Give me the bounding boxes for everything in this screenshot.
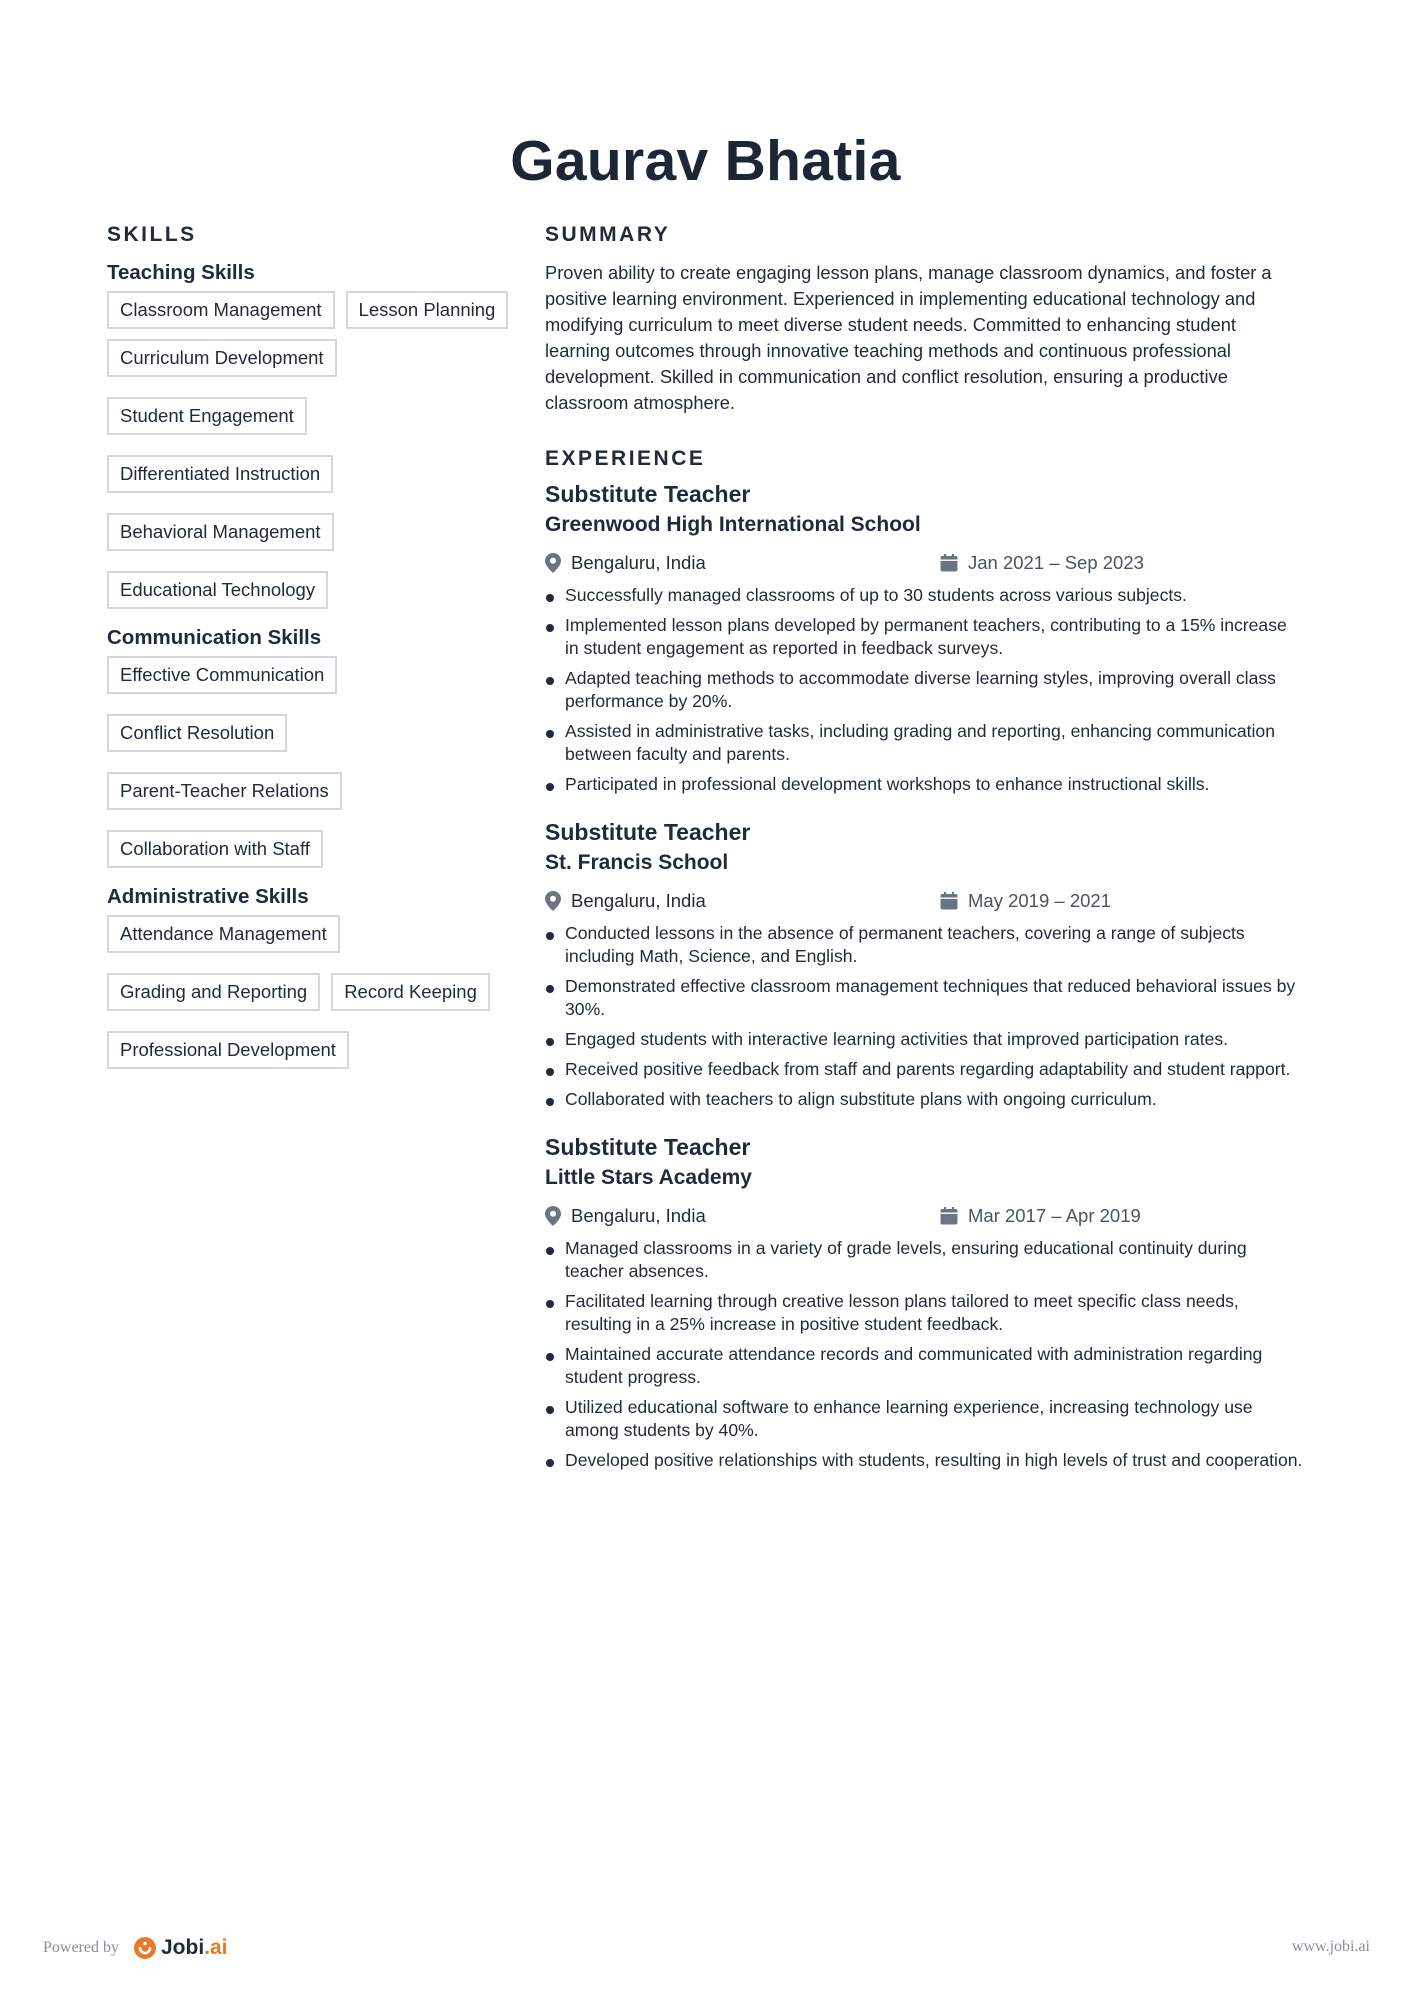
skill-tag: Parent-Teacher Relations (107, 772, 342, 810)
job-dates-text: Mar 2017 – Apr 2019 (968, 1205, 1141, 1226)
job-title: Substitute Teacher (545, 481, 751, 507)
skill-tag: Attendance Management (107, 915, 340, 953)
calendar-icon (940, 1207, 958, 1225)
experience-bullet: Maintained accurate attendance records and communicated with administration regarding student progress. (545, 1343, 1305, 1389)
website-link[interactable]: www.jobi.ai (1291, 1938, 1370, 1955)
job-meta (545, 1203, 1305, 1229)
job-bullets (545, 1237, 1305, 1472)
job-meta (545, 888, 1305, 914)
job-dates (940, 550, 1144, 576)
experience-bullet: Implemented lesson plans developed by permanent teachers, contributing to a 15% increase in student engagement as reported in feedback surveys. (545, 614, 1305, 660)
job-bullets (545, 922, 1305, 1111)
summary-heading: SUMMARY (545, 223, 671, 246)
skill-tag: Collaboration with Staff (107, 830, 323, 868)
skill-group-title: Teaching Skills (107, 261, 255, 284)
experience-bullet: Managed classrooms in a variety of grade levels, ensuring educational continuity during teacher absences. (545, 1237, 1305, 1283)
experience-bullet: Demonstrated effective classroom management techniques that reduced behavioral issues by 30%. (545, 975, 1305, 1021)
job-dates (940, 1203, 1141, 1229)
candidate-name: Gaurav Bhatia (510, 129, 901, 193)
skill-tag: Differentiated Instruction (107, 455, 333, 493)
job-location (545, 1203, 706, 1229)
experience-bullet: Developed positive relationships with students, resulting in high levels of trust and cooperation. (545, 1449, 1305, 1472)
skill-tag: Grading and Reporting (107, 973, 320, 1011)
skill-tag: Conflict Resolution (107, 714, 287, 752)
skill-tag: Student Engagement (107, 397, 307, 435)
experience-bullet: Facilitated learning through creative lesson plans tailored to meet specific class needs, resulting in a 25% increase in positive student feedback. (545, 1290, 1305, 1336)
experience-bullet: Successfully managed classrooms of up to 30 students across various subjects. (545, 584, 1305, 607)
skill-tag: Classroom Management (107, 291, 335, 329)
experience-bullet: Collaborated with teachers to align substitute plans with ongoing curriculum. (545, 1088, 1305, 1111)
experience-entry (545, 478, 1305, 796)
skill-group (107, 884, 527, 1069)
experience-bullet: Adapted teaching methods to accommodate diverse learning styles, improving overall class performance by 20%. (545, 667, 1305, 713)
powered-by-label: Powered by (43, 1939, 119, 1956)
skill-tag: Record Keeping (331, 973, 490, 1011)
location-pin-icon (545, 553, 561, 573)
experience-bullet: Engaged students with interactive learning activities that improved participation rates. (545, 1028, 1305, 1051)
experience-heading: EXPERIENCE (545, 447, 706, 470)
summary-text: Proven ability to create engaging lesson plans, manage classroom dynamics, and foster a positive learning environment. Experienced in implementing educational technology and modifying curriculum to meet diverse student needs. Committed to enhancing student learning outcomes through innovative teaching methods and continuous professional development. Skilled in communication and conflict resolution, ensuring a productive classroom atmosphere. (545, 262, 1272, 413)
powered-by (43, 1936, 228, 1960)
skill-tag: Behavioral Management (107, 513, 334, 551)
calendar-icon (940, 892, 958, 910)
job-title: Substitute Teacher (545, 819, 751, 845)
location-pin-icon (545, 1206, 561, 1226)
skills-heading: SKILLS (107, 223, 197, 246)
experience-bullet: Assisted in administrative tasks, including grading and reporting, enhancing communication between faculty and parents. (545, 720, 1305, 766)
skill-tags (107, 291, 527, 609)
experience-entry (545, 816, 1305, 1111)
experience-entry (545, 1131, 1305, 1472)
job-dates-text: May 2019 – 2021 (968, 890, 1111, 911)
brand-logo[interactable] (133, 1936, 228, 1960)
skill-group-title: Communication Skills (107, 626, 322, 649)
job-location-text: Bengaluru, India (571, 552, 706, 573)
brand-name: Jobi (160, 1936, 205, 1959)
job-location-text: Bengaluru, India (571, 890, 706, 911)
skill-tags (107, 915, 527, 1069)
experience-bullet: Received positive feedback from staff and parents regarding adaptability and student rapport. (545, 1058, 1305, 1081)
skill-tag: Effective Communication (107, 656, 337, 694)
job-bullets (545, 584, 1305, 796)
location-pin-icon (545, 891, 561, 911)
calendar-icon (940, 554, 958, 572)
skill-group-title: Administrative Skills (107, 885, 309, 908)
skill-group (107, 260, 527, 609)
skill-tag: Educational Technology (107, 571, 328, 609)
skills-column (107, 222, 527, 1085)
experience-bullet: Conducted lessons in the absence of permanent teachers, covering a range of subjects including Math, Science, and English. (545, 922, 1305, 968)
job-location (545, 550, 706, 576)
experience-list (545, 478, 1305, 1472)
job-company: Greenwood High International School (545, 513, 921, 536)
job-company: St. Francis School (545, 851, 729, 874)
jobi-logo-icon (133, 1936, 157, 1960)
job-meta (545, 550, 1305, 576)
skill-tag: Curriculum Development (107, 339, 337, 377)
brand-suffix: .ai (204, 1936, 228, 1959)
job-dates-text: Jan 2021 – Sep 2023 (968, 552, 1144, 573)
experience-bullet: Participated in professional development workshops to enhance instructional skills. (545, 773, 1305, 796)
skill-tag: Professional Development (107, 1031, 349, 1069)
experience-bullet: Utilized educational software to enhance learning experience, increasing technology use among students by 40%. (545, 1396, 1305, 1442)
skill-tags (107, 656, 527, 868)
job-company: Little Stars Academy (545, 1166, 752, 1189)
job-location (545, 888, 706, 914)
job-location-text: Bengaluru, India (571, 1205, 706, 1226)
skill-group (107, 625, 527, 868)
skill-groups (107, 260, 527, 1069)
job-title: Substitute Teacher (545, 1134, 751, 1160)
skill-tag: Lesson Planning (346, 291, 509, 329)
main-column (545, 222, 1305, 1492)
job-dates (940, 888, 1111, 914)
